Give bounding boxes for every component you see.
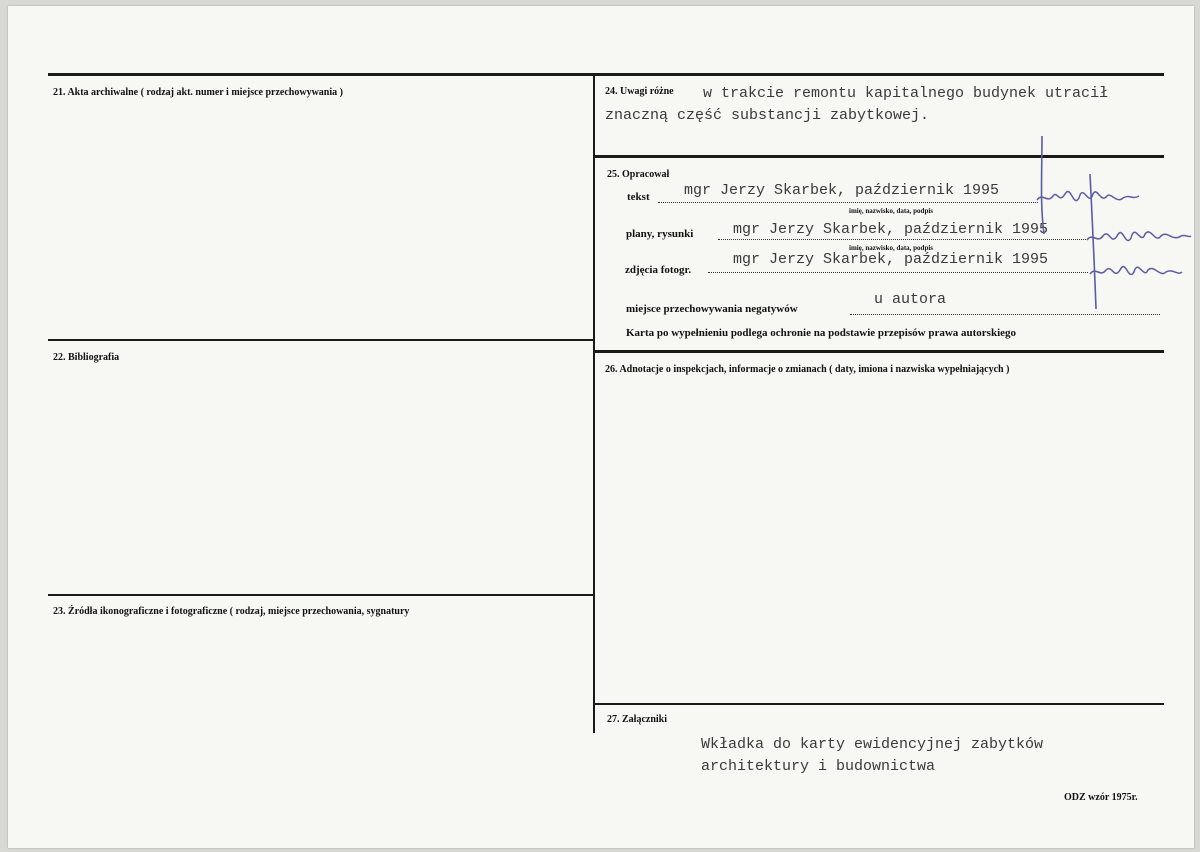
section-24-line-1: w trakcie remontu kapitalnego budynek utracił xyxy=(703,85,1109,102)
section-21-label: 21. Akta archiwalne ( rodzaj akt. numer i miejsce przechowywania ) xyxy=(53,87,343,98)
center-divider xyxy=(593,73,595,733)
tekst-dotted-line xyxy=(658,202,1038,203)
record-card-sheet xyxy=(8,6,1194,848)
right-rule-27 xyxy=(594,703,1164,705)
signature-tekst xyxy=(1033,174,1143,214)
section-23-label: 23. Źródła ikonograficzne i fotograficzne ( rodzaj, miejsce przechowania, sygnatury xyxy=(53,606,410,617)
negatywy-label: miejsce przechowywania negatywów xyxy=(626,303,798,315)
tekst-value: mgr Jerzy Skarbek, październik 1995 xyxy=(684,182,1000,199)
section-24-line-2: znaczną część substancji zabytkowej. xyxy=(605,107,930,124)
left-rule-22 xyxy=(48,339,594,341)
top-rule xyxy=(48,73,1164,76)
plany-caption: imię, nazwisko, data, podpis xyxy=(849,244,934,252)
tekst-caption: imię, nazwisko, data, podpis xyxy=(849,207,934,215)
section-27-label: 27. Załączniki xyxy=(607,714,668,725)
zdjecia-value: mgr Jerzy Skarbek, październik 1995 xyxy=(733,251,1049,268)
negatywy-dotted-line xyxy=(850,314,1160,315)
right-rule-26 xyxy=(594,350,1164,353)
plany-label: plany, rysunki xyxy=(626,228,694,240)
form-id: ODZ wzór 1975r. xyxy=(1064,792,1138,803)
plany-value: mgr Jerzy Skarbek, październik 1995 xyxy=(733,221,1049,238)
signature-zdjecia xyxy=(1086,248,1186,288)
tekst-label: tekst xyxy=(627,191,650,203)
section-26-label: 26. Adnotacje o inspekcjach, informacje o zmianach ( daty, imiona i nazwiska wypełniających ) xyxy=(605,364,1010,375)
section-25-label: 25. Opracował xyxy=(607,169,670,180)
section-22-label: 22. Bibliografia xyxy=(53,352,120,363)
zdjecia-label: zdjęcia fotogr. xyxy=(625,264,692,276)
section-27-line-1: Wkładka do karty ewidencyjnej zabytków xyxy=(701,736,1044,753)
negatywy-value: u autora xyxy=(874,291,947,308)
left-rule-23 xyxy=(48,594,594,596)
section-27-line-2: architektury i budownictwa xyxy=(701,758,936,775)
copyright-note: Karta po wypełnieniu podlega ochronie na podstawie przepisów prawa autorskiego xyxy=(626,327,1017,339)
signature-plany xyxy=(1083,212,1193,252)
section-24-label: 24. Uwagi różne xyxy=(605,86,674,97)
